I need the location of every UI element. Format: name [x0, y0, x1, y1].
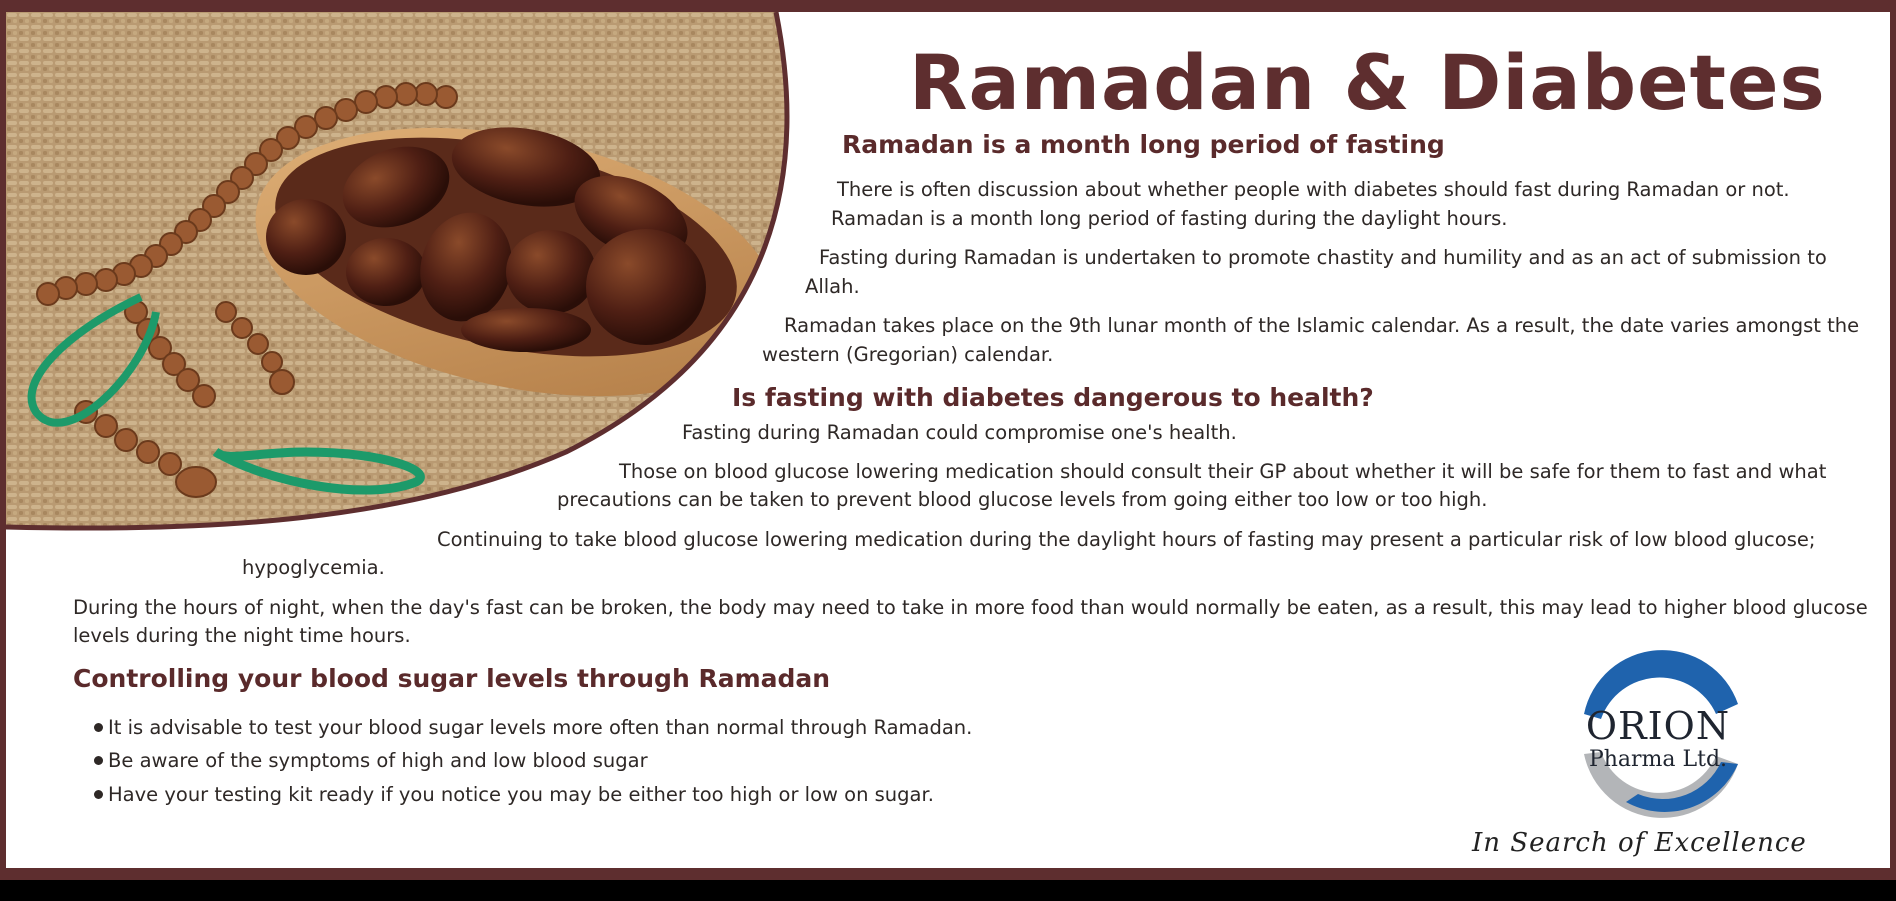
list-item: Be aware of the symptoms of high and low blood sugar [94, 749, 648, 772]
paragraph-line: Ramadan takes place on the 9th lunar month of the Islamic calendar. As a result, the date varies amongst the [784, 314, 1860, 337]
paragraph-line: Continuing to take blood glucose lowering medication during the daylight hours of fasting may present a particular risk of low blood glucose; [437, 528, 1816, 551]
logo-subtitle: Pharma Ltd. [1588, 747, 1728, 772]
section-heading-fasting: Ramadan is a month long period of fasting [842, 130, 1445, 159]
content-panel [6, 12, 1890, 868]
logo-name: ORION [1585, 704, 1731, 748]
paragraph-line: western (Gregorian) calendar. [762, 343, 1054, 366]
section-heading-danger: Is fasting with diabetes dangerous to health? [732, 383, 1374, 412]
paragraph-line: Ramadan is a month long period of fasting during the daylight hours. [831, 207, 1508, 230]
paragraph-line: Those on blood glucose lowering medication should consult their GP about whether it will be safe for them to fast and what [619, 460, 1827, 483]
paragraph-line: Fasting during Ramadan is undertaken to promote chastity and humility and as an act of submission to [819, 246, 1827, 269]
paragraph-line: precautions can be taken to prevent blood glucose levels from going either too low or too high. [557, 488, 1488, 511]
list-item: Have your testing kit ready if you notice you may be either too high or low on sugar. [94, 783, 934, 806]
paragraph-line: Allah. [805, 275, 860, 298]
paragraph-line: There is often discussion about whether people with diabetes should fast during Ramadan or not. [837, 178, 1790, 201]
paragraph-line: Fasting during Ramadan could compromise one's health. [682, 421, 1237, 444]
tagline: In Search of Excellence [1472, 828, 1807, 858]
paragraph-line: During the hours of night, when the day's fast can be broken, the body may need to take in more food than would normally be eaten, as a result, this may lead to higher blood glucose [73, 596, 1868, 619]
paragraph-line: hypoglycemia. [242, 556, 385, 579]
section-heading-control: Controlling your blood sugar levels through Ramadan [73, 664, 831, 693]
page-title: Ramadan & Diabetes [909, 38, 1826, 127]
list-item: It is advisable to test your blood sugar levels more often than normal through Ramadan. [94, 716, 972, 739]
paragraph-line: levels during the night time hours. [73, 624, 411, 647]
